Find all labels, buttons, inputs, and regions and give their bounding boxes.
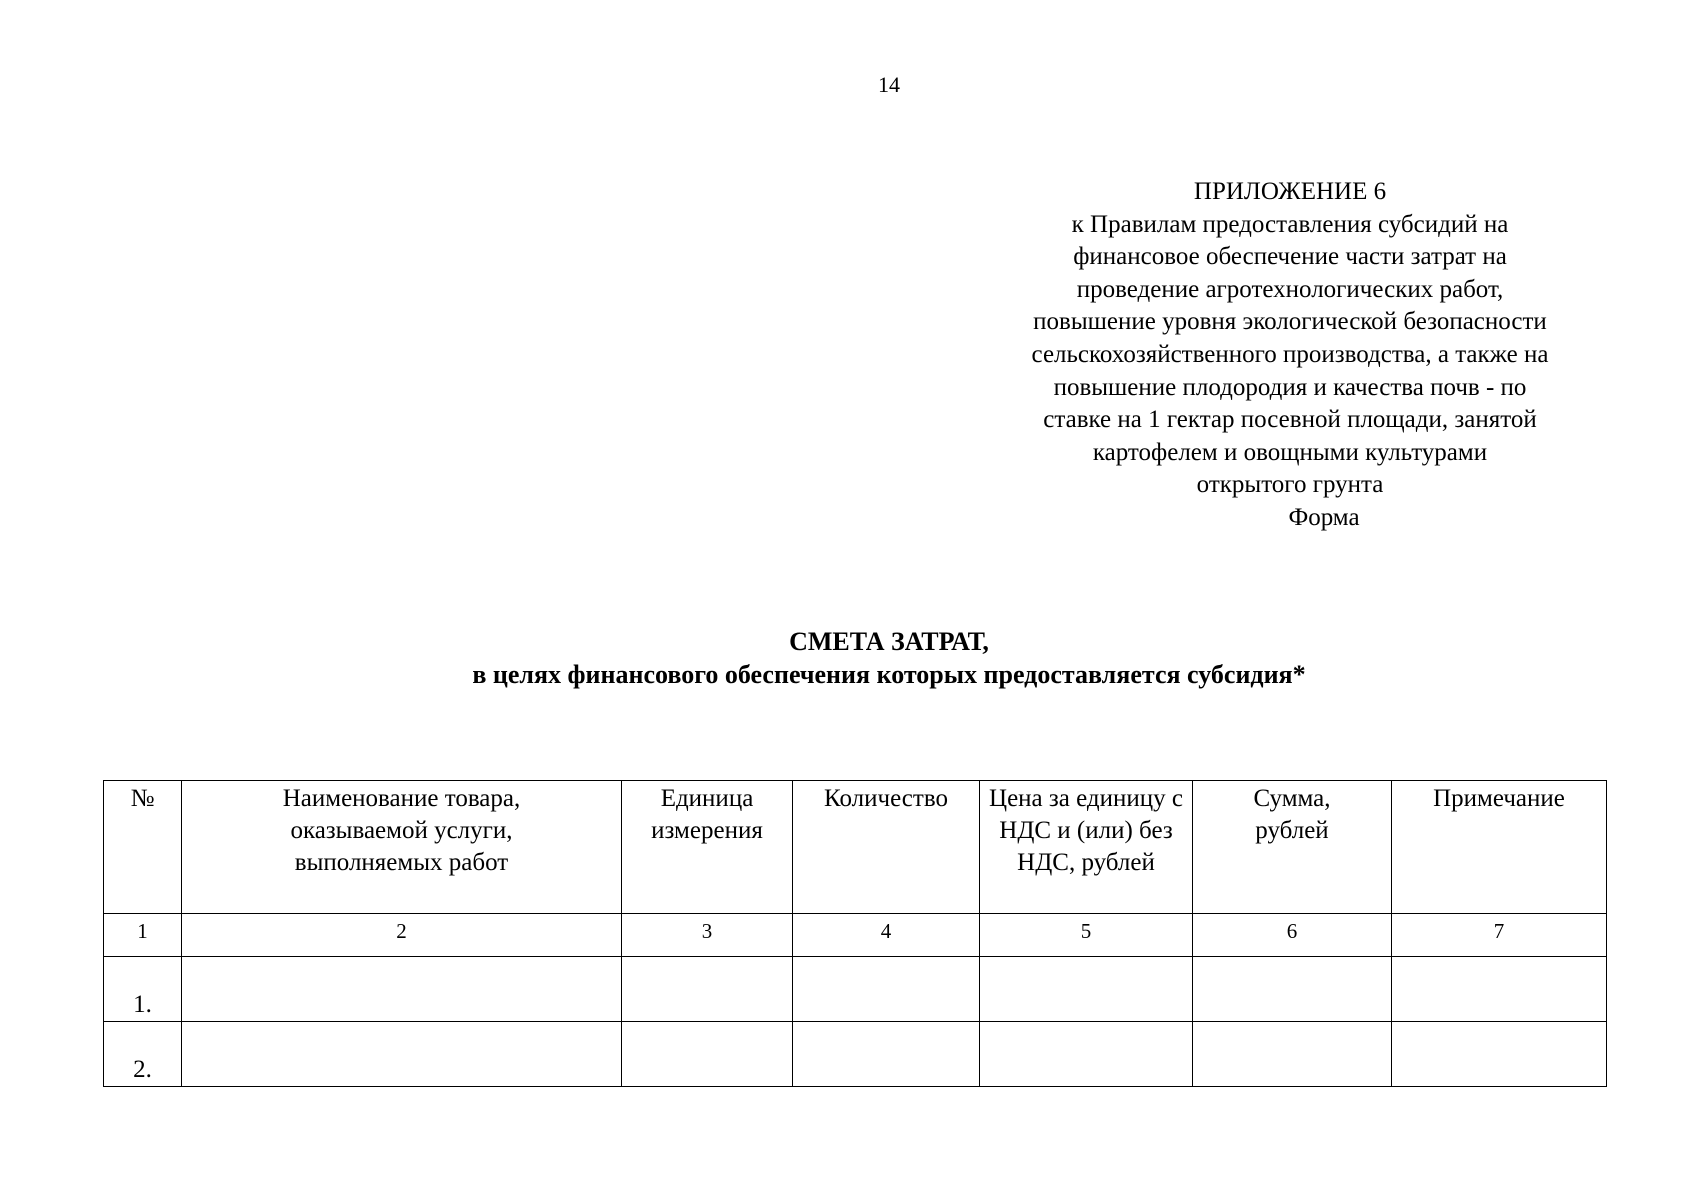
column-number: 2	[182, 914, 622, 957]
table-cell	[980, 957, 1193, 1022]
table-cell	[182, 957, 622, 1022]
column-header: Примечание	[1392, 781, 1607, 914]
appendix-line: сельскохозяйственного производства, а также на	[1031, 340, 1549, 368]
column-header: Цена за единицу с НДС и (или) без НДС, рублей	[980, 781, 1193, 914]
column-header: Единица измерения	[622, 781, 793, 914]
table-cell	[622, 957, 793, 1022]
table-row	[104, 957, 1607, 1022]
appendix-line: к Правилам предоставления субсидий на	[1071, 210, 1509, 238]
column-header: Сумма, рублей	[1193, 781, 1392, 914]
title-subtitle: в целях финансового обеспечения которых предоставляется субсидия*	[472, 660, 1306, 689]
appendix-line: повышение уровня экологической безопасности	[1033, 308, 1547, 336]
column-number: 5	[980, 914, 1193, 957]
column-header: №	[104, 781, 182, 914]
table-cell	[1193, 1022, 1392, 1087]
column-number: 1	[104, 914, 182, 957]
cost-estimate-table	[103, 780, 1607, 1087]
column-number: 7	[1392, 914, 1607, 957]
appendix-line: проведение агротехнологических работ,	[1076, 275, 1504, 303]
row-number: 2.	[104, 1022, 182, 1087]
document-title	[0, 625, 1697, 691]
table-cell	[1193, 957, 1392, 1022]
column-header: Наименование товара, оказываемой услуги, выполняемых работ	[182, 781, 622, 914]
table-cell	[182, 1022, 622, 1087]
column-header: Количество	[793, 781, 980, 914]
column-number: 6	[1193, 914, 1392, 957]
table-cell	[1392, 1022, 1607, 1087]
appendix-block	[986, 176, 1594, 535]
form-label: Форма	[1288, 503, 1360, 531]
column-number: 4	[793, 914, 980, 957]
row-number: 1.	[104, 957, 182, 1022]
table-cell	[622, 1022, 793, 1087]
appendix-line: ставке на 1 гектар посевной площади, занятой	[1043, 406, 1537, 434]
appendix-line: финансовое обеспечение части затрат на	[1073, 243, 1507, 271]
page-number: 14	[878, 72, 900, 97]
table-cell	[793, 1022, 980, 1087]
appendix-line: открытого грунта	[1196, 471, 1384, 499]
table-cell	[1392, 957, 1607, 1022]
table-header-row	[104, 781, 1607, 914]
table-row	[104, 1022, 1607, 1087]
table-cell	[980, 1022, 1193, 1087]
column-number: 3	[622, 914, 793, 957]
table-cell	[793, 957, 980, 1022]
appendix-heading: ПРИЛОЖЕНИЕ 6	[1193, 178, 1387, 205]
column-number-row	[104, 914, 1607, 957]
title-main: СМЕТА ЗАТРАТ,	[789, 627, 989, 656]
appendix-line: картофелем и овощными культурами	[1092, 438, 1488, 466]
appendix-line: повышение плодородия и качества почв - по	[1053, 373, 1527, 401]
